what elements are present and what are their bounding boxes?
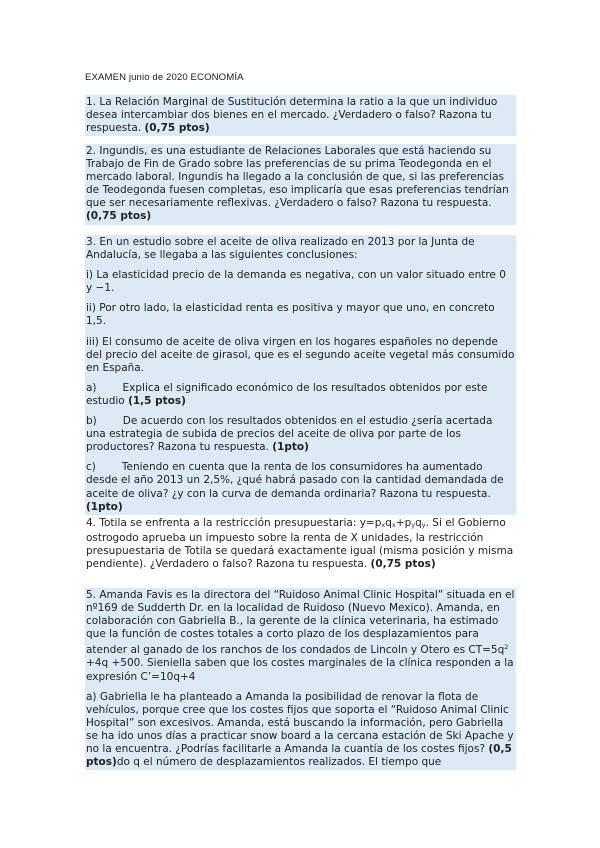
question-3-part-b: b) De acuerdo con los resultados obtenidos en el estudio ¿sería acertada una estrategia de subida de precios del aceite de oliva por parte de los productores? Razona tu respuesta. (1pto) — [86, 415, 493, 454]
question-5 — [85, 588, 516, 770]
question-3-intro: 3. En un estudio sobre el aceite de oliva realizado en 2013 por la Junta de Andalucía, se llegaba a las siguientes conclusiones: — [86, 236, 475, 262]
question-1-text: 1. La Relación Marginal de Sustitución determina la ratio a la que un individuo desea intercambiar dos bienes en el mercado. ¿Verdadero o falso? Razona tu respuesta. (0,75 ptos) — [85, 95, 516, 136]
question-4-points: (0,75 ptos) — [370, 558, 436, 571]
question-3a-points: (1,5 ptos) — [128, 394, 186, 407]
question-3c-points: (1pto) — [86, 500, 123, 513]
question-5a-points: (0,5 ptos) — [86, 743, 512, 769]
question-3-item-i: i) La elasticidad precio de la demanda es negativa, con un valor situado entre 0 y −1. — [86, 269, 506, 295]
question-2 — [85, 144, 516, 225]
question-2-text: 2. Ingundis, es una estudiante de Relaciones Laborales que está haciendo su Trabajo de Fin de Grado sobre las preferencias de su prima Teodegonda en el mercado laboral. Ingundis ha llegado a la conclusión de que, si las preferencias de Teodegonda fuesen completas, eso implicaría que esas preferencias tendrían que ser necesariamente reflexivas. ¿Verdadero o falso? Razona tu respuesta. (0,75 ptos) — [85, 144, 516, 225]
question-5-part-a: a) Gabriella le ha planteado a Amanda la posibilidad de renovar la flota de vehículos, porque cree que los costes fijos que soporta el “Ruidoso Animal Clinic Hospital” son excesivos. Amanda, está buscando la información, pero Gabriella se ha ido unos días a practicar snow board a la cercana estación de Ski Apache y no la encuentra. ¿Podrías facilitarle a Amanda la cuantía de los costes fijos? (0,5 ptos)do q el número de desplazamientos realizados. El tiempo que — [86, 690, 514, 769]
question-3-item-ii: ii) Por otro lado, la elasticidad renta es positiva y mayor que uno, en concreto 1,5. — [86, 302, 495, 328]
question-3-part-a: a) Explica el significado económico de los resultados obtenidos por este estudio (1,5 ptos) — [86, 381, 488, 407]
question-4-text: 4. Totila se enfrenta a la restricción presupuestaria: y=pxqx+pyqy. Si el Gobierno ostrogodo aprueba un impuesto sobre la renta de X unidades, la restricción presupuestaria de Totila se quedará exactamente igual (misma posición y misma pendiente). ¿Verdadero o falso? Razona tu respuesta. (0,75 ptos) — [86, 517, 514, 571]
question-3 — [85, 235, 516, 515]
question-3-item-iii: iii) El consumo de aceite de oliva virgen en los hogares españoles no depende del precio del aceite de girasol, que es el segundo aceite vegetal más consumido en España. — [86, 335, 515, 374]
exam-title: EXAMEN junio de 2020 ECONOMÍA — [85, 72, 244, 83]
question-5-text: 5. Amanda Favis es la directora del “Ruidoso Animal Clinic Hospital” situada en el nº169 de Sudderth Dr. en la localidad de Ruidoso (Nuevo Mexico). Amanda, en colaboración con Gabriella B., la gerente de la clínica veterinaria, ha estimado que la función de costes totales a corto plazo de los desplazamientos para atender al ganado de los ranchos de los condados de Lincoln y Otero es $CT=5q^2 +4q +500$. Sieniella saben que los costes marginales de la clínica responden a la expresión C’=10q+4 — [86, 589, 515, 683]
question-1-points: (0,75 ptos) — [144, 122, 210, 135]
question-1 — [85, 95, 516, 136]
question-2-points: (0,75 ptos) — [86, 210, 152, 223]
question-3b-points: (1pto) — [272, 441, 309, 454]
question-3-part-c: c) Teniendo en cuenta que la renta de los consumidores ha aumentado desde el año 2013 un 2,5%, ¿qué habrá pasado con la cantidad demandada de aceite de oliva? ¿y con la curva de demanda ordinaria? Razona tu respuesta. (1pto) — [86, 461, 504, 513]
question-4 — [85, 516, 516, 572]
